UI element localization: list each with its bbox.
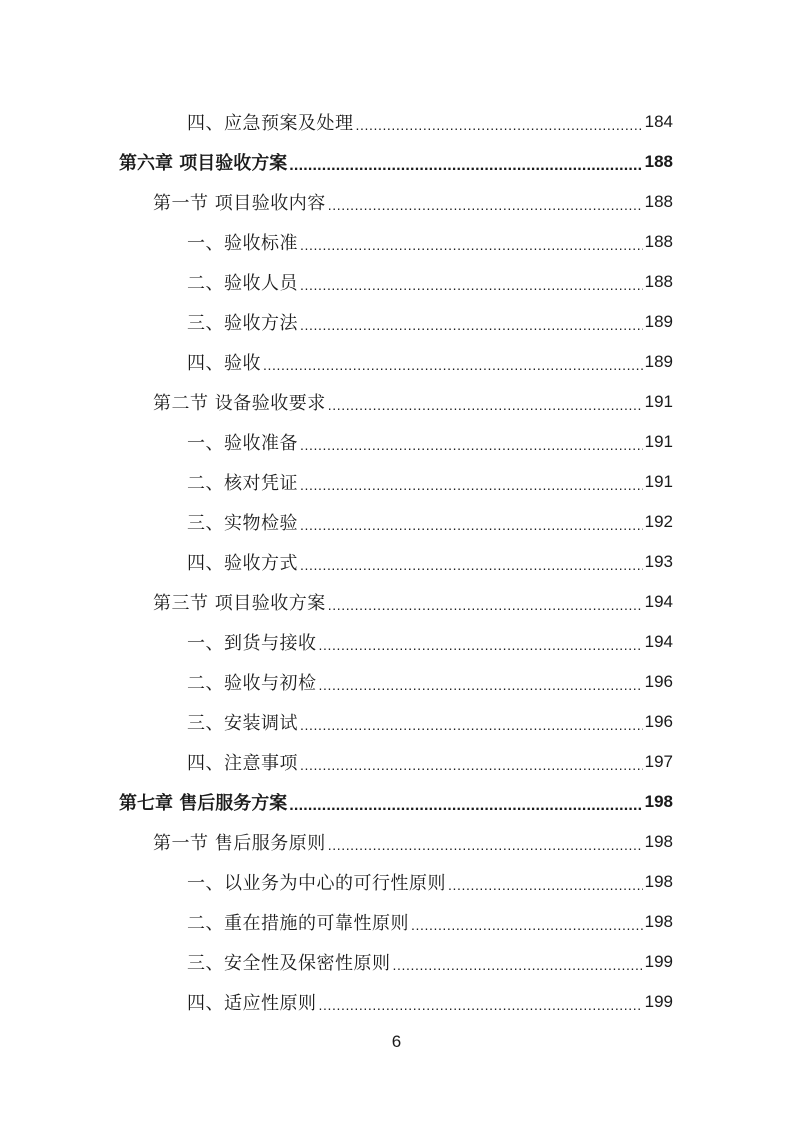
toc-entry-title: 四、适应性原则 [187,993,317,1014]
toc-entry-page: 198 [644,792,673,811]
toc-entry-title: 一、验收标准 [187,233,298,254]
toc-entry-title: 二、核对凭证 [187,473,298,494]
toc-entry[interactable] [0,142,793,182]
toc-dot-leader [300,755,643,773]
toc-entry-title: 第二节 设备验收要求 [153,393,326,414]
toc-entry-title: 二、验收与初检 [187,673,317,694]
toc-dot-leader [393,955,643,973]
toc-dot-leader [328,595,643,613]
toc-entry-title: 二、重在措施的可靠性原则 [187,913,409,934]
toc-entry[interactable] [0,822,793,862]
toc-entry-title: 四、注意事项 [187,753,298,774]
toc-entry-title: 三、安装调试 [187,713,298,734]
toc-entry[interactable] [0,302,793,342]
toc-dot-leader [328,835,643,853]
toc-entry[interactable] [0,862,793,902]
toc-entry[interactable] [0,982,793,1022]
toc-entry-page: 196 [644,672,673,691]
toc-dot-leader [289,795,642,813]
toc-dot-leader [300,315,643,333]
toc-dot-leader [300,235,643,253]
toc-entry[interactable] [0,582,793,622]
toc-entry-page: 188 [644,272,673,291]
toc-entry-title: 三、实物检验 [187,513,298,534]
toc-entry-page: 192 [644,512,673,531]
toc-entry[interactable] [0,942,793,982]
toc-entry-page: 184 [644,112,673,131]
toc-entry-page: 188 [644,232,673,251]
toc-entry-page: 199 [644,992,673,1011]
toc-dot-leader [356,115,643,133]
page-number: 6 [391,1032,402,1051]
toc-dot-leader [448,875,643,893]
toc-entry[interactable] [0,342,793,382]
toc-entry-page: 189 [644,312,673,331]
toc-dot-leader [319,995,643,1013]
toc-entry[interactable] [0,222,793,262]
toc-entry[interactable] [0,262,793,302]
toc-entry-title: 一、以业务为中心的可行性原则 [187,873,446,894]
toc-entry-title: 第三节 项目验收方案 [153,593,326,614]
toc-entry-page: 191 [644,432,673,451]
toc-entry-page: 189 [644,352,673,371]
toc-entry-title: 三、安全性及保密性原则 [187,953,391,974]
toc-entry-title: 第六章 项目验收方案 [119,153,288,174]
toc-entry-page: 191 [644,472,673,491]
toc-entry-page: 188 [644,152,673,171]
toc-dot-leader [411,915,643,933]
toc-dot-leader [300,475,643,493]
toc-dot-leader [319,635,643,653]
toc-entry[interactable] [0,702,793,742]
toc-entry[interactable] [0,782,793,822]
toc-entry-title: 四、应急预案及处理 [187,113,354,134]
toc-entry-title: 第一节 项目验收内容 [153,193,326,214]
toc-dot-leader [319,675,643,693]
toc-entry-title: 二、验收人员 [187,273,298,294]
table-of-contents [0,102,793,1022]
toc-entry-page: 199 [644,952,673,971]
toc-dot-leader [289,155,642,173]
toc-entry-page: 194 [644,592,673,611]
toc-entry-title: 第一节 售后服务原则 [153,833,326,854]
toc-entry-page: 198 [644,912,673,931]
toc-dot-leader [300,555,643,573]
toc-entry[interactable] [0,662,793,702]
toc-entry-title: 一、验收准备 [187,433,298,454]
toc-entry[interactable] [0,382,793,422]
toc-entry[interactable] [0,422,793,462]
toc-entry[interactable] [0,742,793,782]
toc-dot-leader [300,715,643,733]
toc-entry-title: 第七章 售后服务方案 [119,793,288,814]
toc-entry[interactable] [0,462,793,502]
toc-entry[interactable] [0,502,793,542]
toc-entry-page: 194 [644,632,673,651]
toc-entry-title: 三、验收方法 [187,313,298,334]
toc-entry-page: 198 [644,872,673,891]
toc-entry-page: 198 [644,832,673,851]
toc-entry[interactable] [0,622,793,662]
toc-entry-page: 196 [644,712,673,731]
toc-dot-leader [300,275,643,293]
toc-entry-page: 193 [644,552,673,571]
toc-entry-title: 四、验收方式 [187,553,298,574]
toc-dot-leader [263,355,643,373]
toc-entry[interactable] [0,102,793,142]
toc-dot-leader [300,435,643,453]
toc-entry[interactable] [0,902,793,942]
toc-entry-page: 197 [644,752,673,771]
toc-entry[interactable] [0,182,793,222]
toc-entry-title: 一、到货与接收 [187,633,317,654]
toc-entry-page: 191 [644,392,673,411]
toc-dot-leader [328,395,643,413]
toc-dot-leader [300,515,643,533]
toc-entry[interactable] [0,542,793,582]
toc-dot-leader [328,195,643,213]
toc-entry-title: 四、验收 [187,353,261,374]
toc-entry-page: 188 [644,192,673,211]
